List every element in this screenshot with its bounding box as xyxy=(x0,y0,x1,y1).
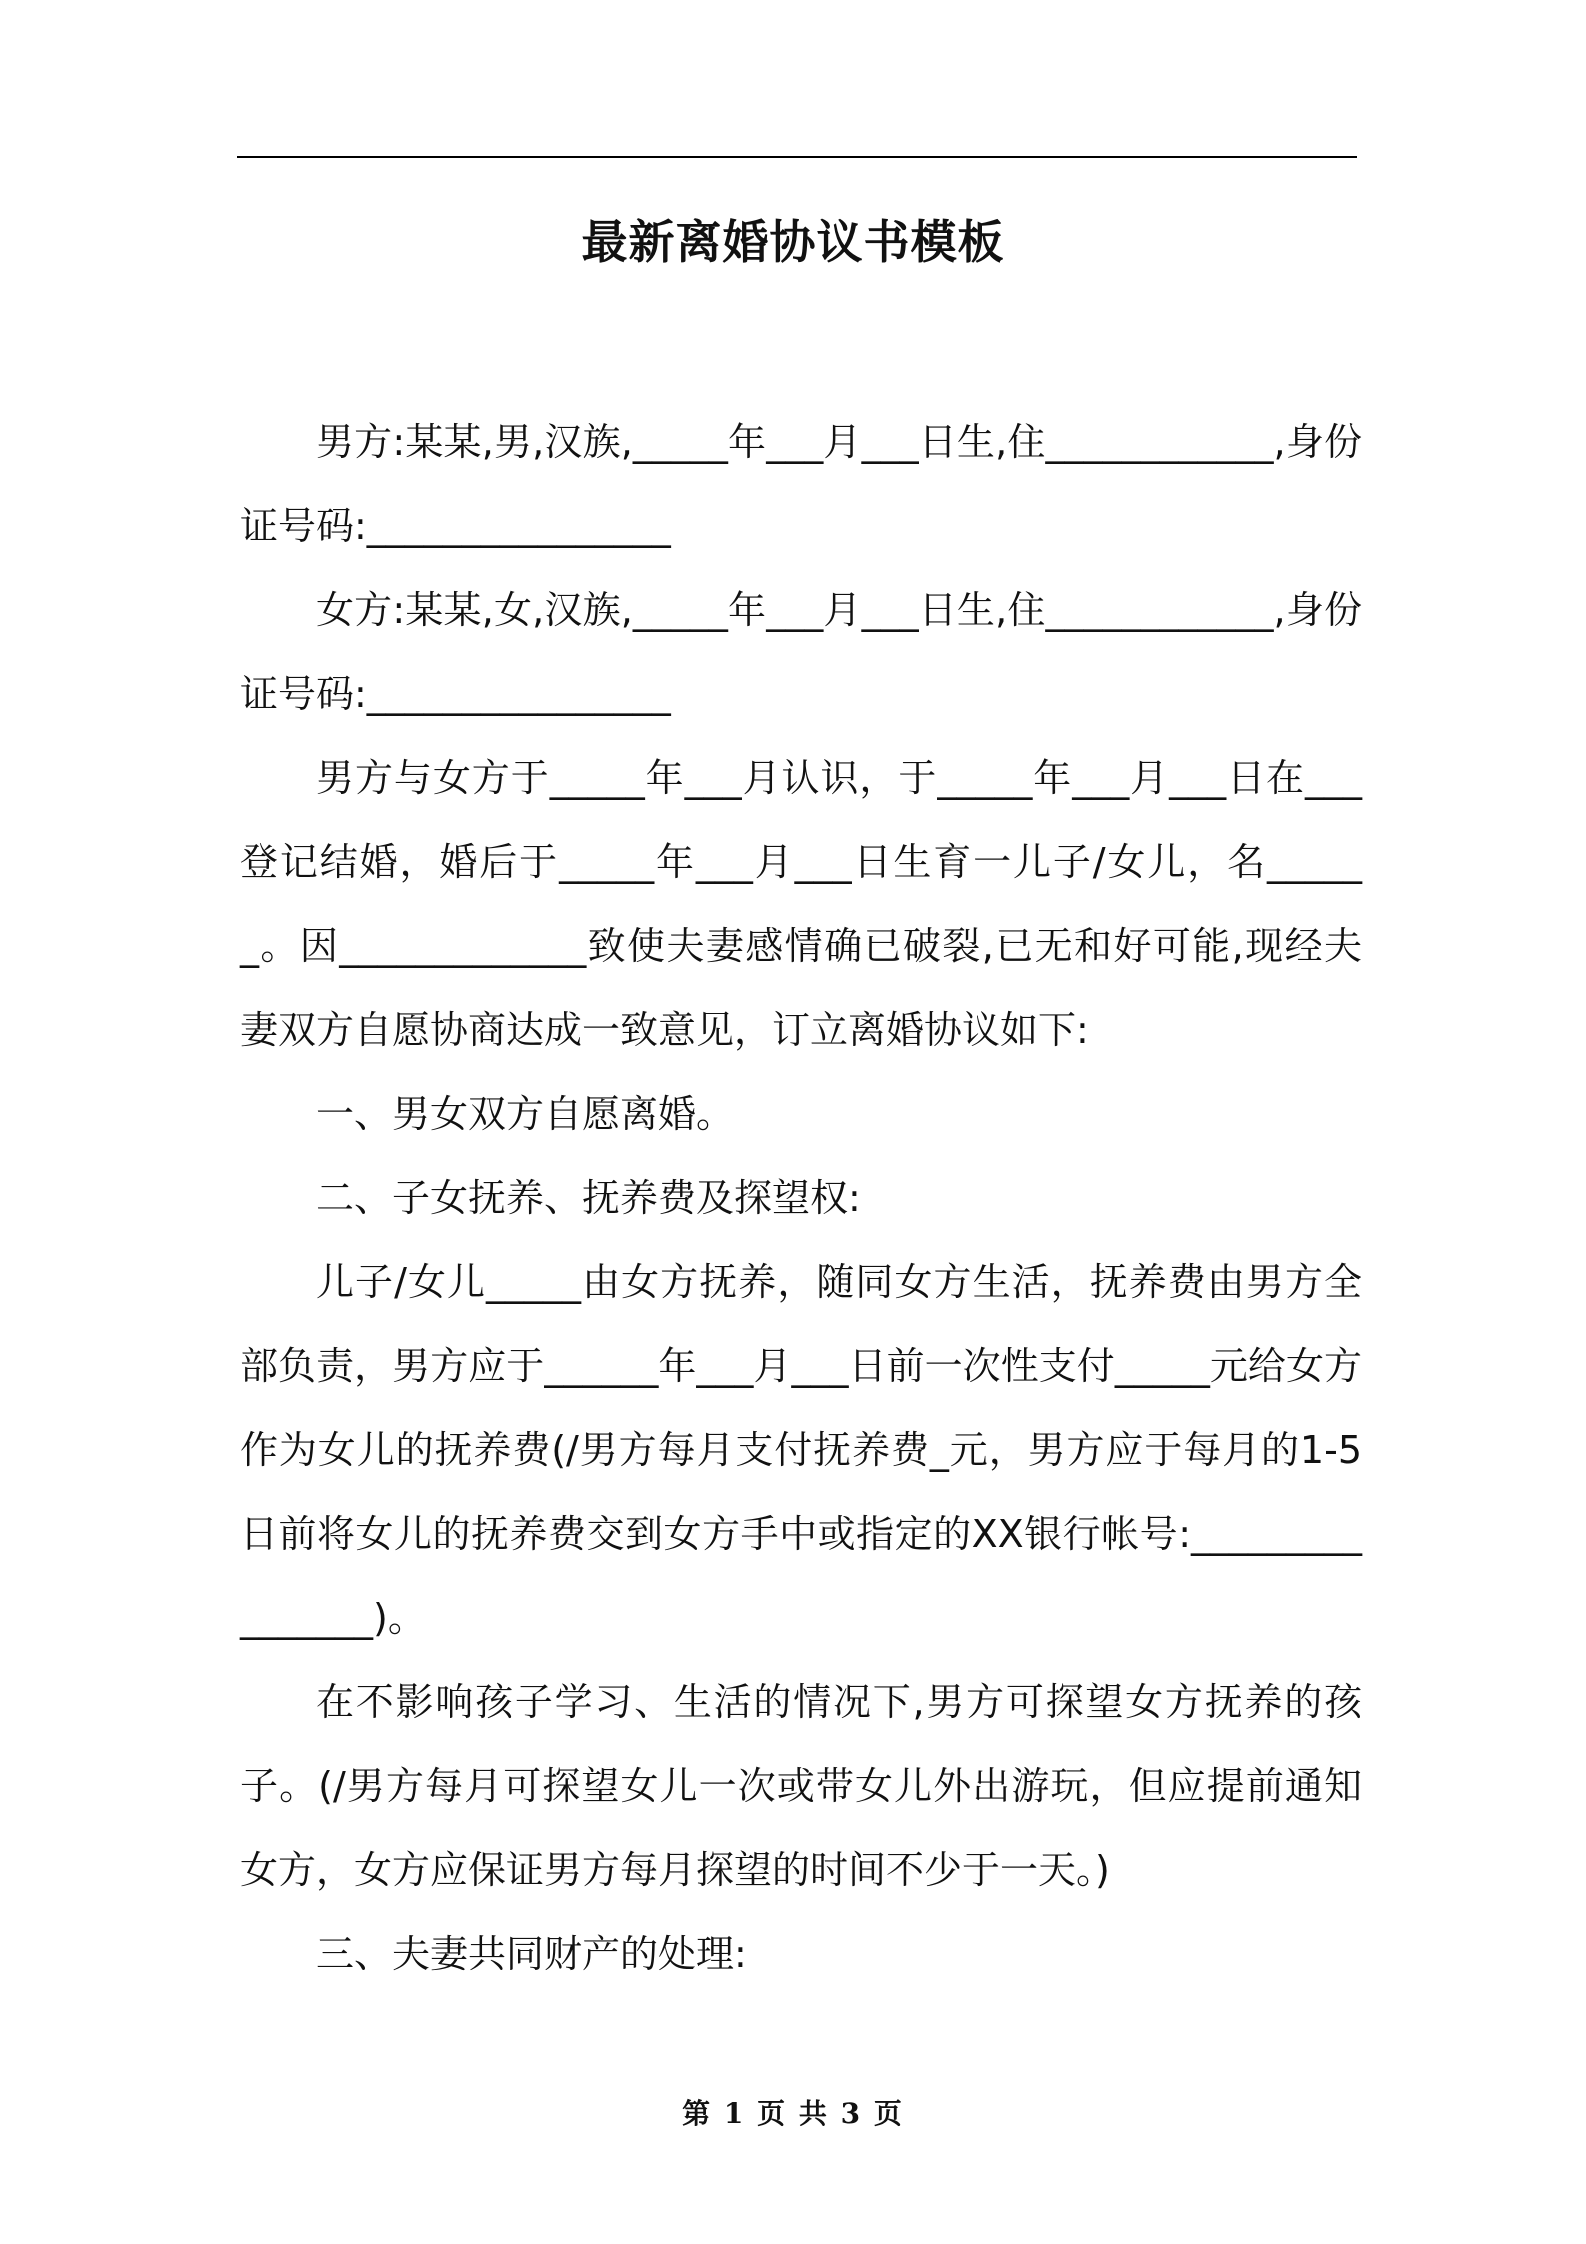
page-number: 第 1 页 共 3 页 xyxy=(682,2097,904,2130)
clause-1-divorce: 一、男女双方自愿离婚。 xyxy=(316,1092,735,1136)
document-title: 最新离婚协议书模板 xyxy=(581,215,1005,269)
paragraph-visitation: 在不影响孩子学习、生活的情况下,男方可探望女方抚养的孩子。(/男方每月可探望女儿一次或带女儿外出游玩，但应提前通知女方，女方应保证男方每月探望的时间不少于一天。) xyxy=(240,1680,1362,1892)
paragraph-male-party: 男方:某某,男,汉族,_____年___月___日生,住____________,身份证号码:________________ xyxy=(240,420,1362,548)
paragraph-female-party: 女方:某某,女,汉族,_____年___月___日生,住____________,身份证号码:________________ xyxy=(240,588,1362,716)
clause-2-heading: 二、子女抚养、抚养费及探望权: xyxy=(316,1176,861,1220)
document-body xyxy=(240,400,1362,1996)
clause-3-heading: 三、夫妻共同财产的处理: xyxy=(316,1932,747,1976)
paragraph-child-support: 儿子/女儿_____由女方抚养，随同女方生活，抚养费由男方全部负责，男方应于______年___月___日前一次性支付_____元给女方作为女儿的抚养费(/男方每月支付抚养费_元，男方应于每月的1-5日前将女儿的抚养费交到女方手中或指定的XX银行帐号:________________)。 xyxy=(240,1260,1362,1640)
header-rule xyxy=(237,156,1357,158)
paragraph-marriage-background: 男方与女方于_____年___月认识，于_____年___月___日在___登记结婚，婚后于_____年___月___日生育一儿子/女儿，名______。因_____________致使夫妻感情确已破裂,已无和好可能,现经夫妻双方自愿协商达成一致意见，订立离婚协议如下: xyxy=(240,756,1362,1052)
